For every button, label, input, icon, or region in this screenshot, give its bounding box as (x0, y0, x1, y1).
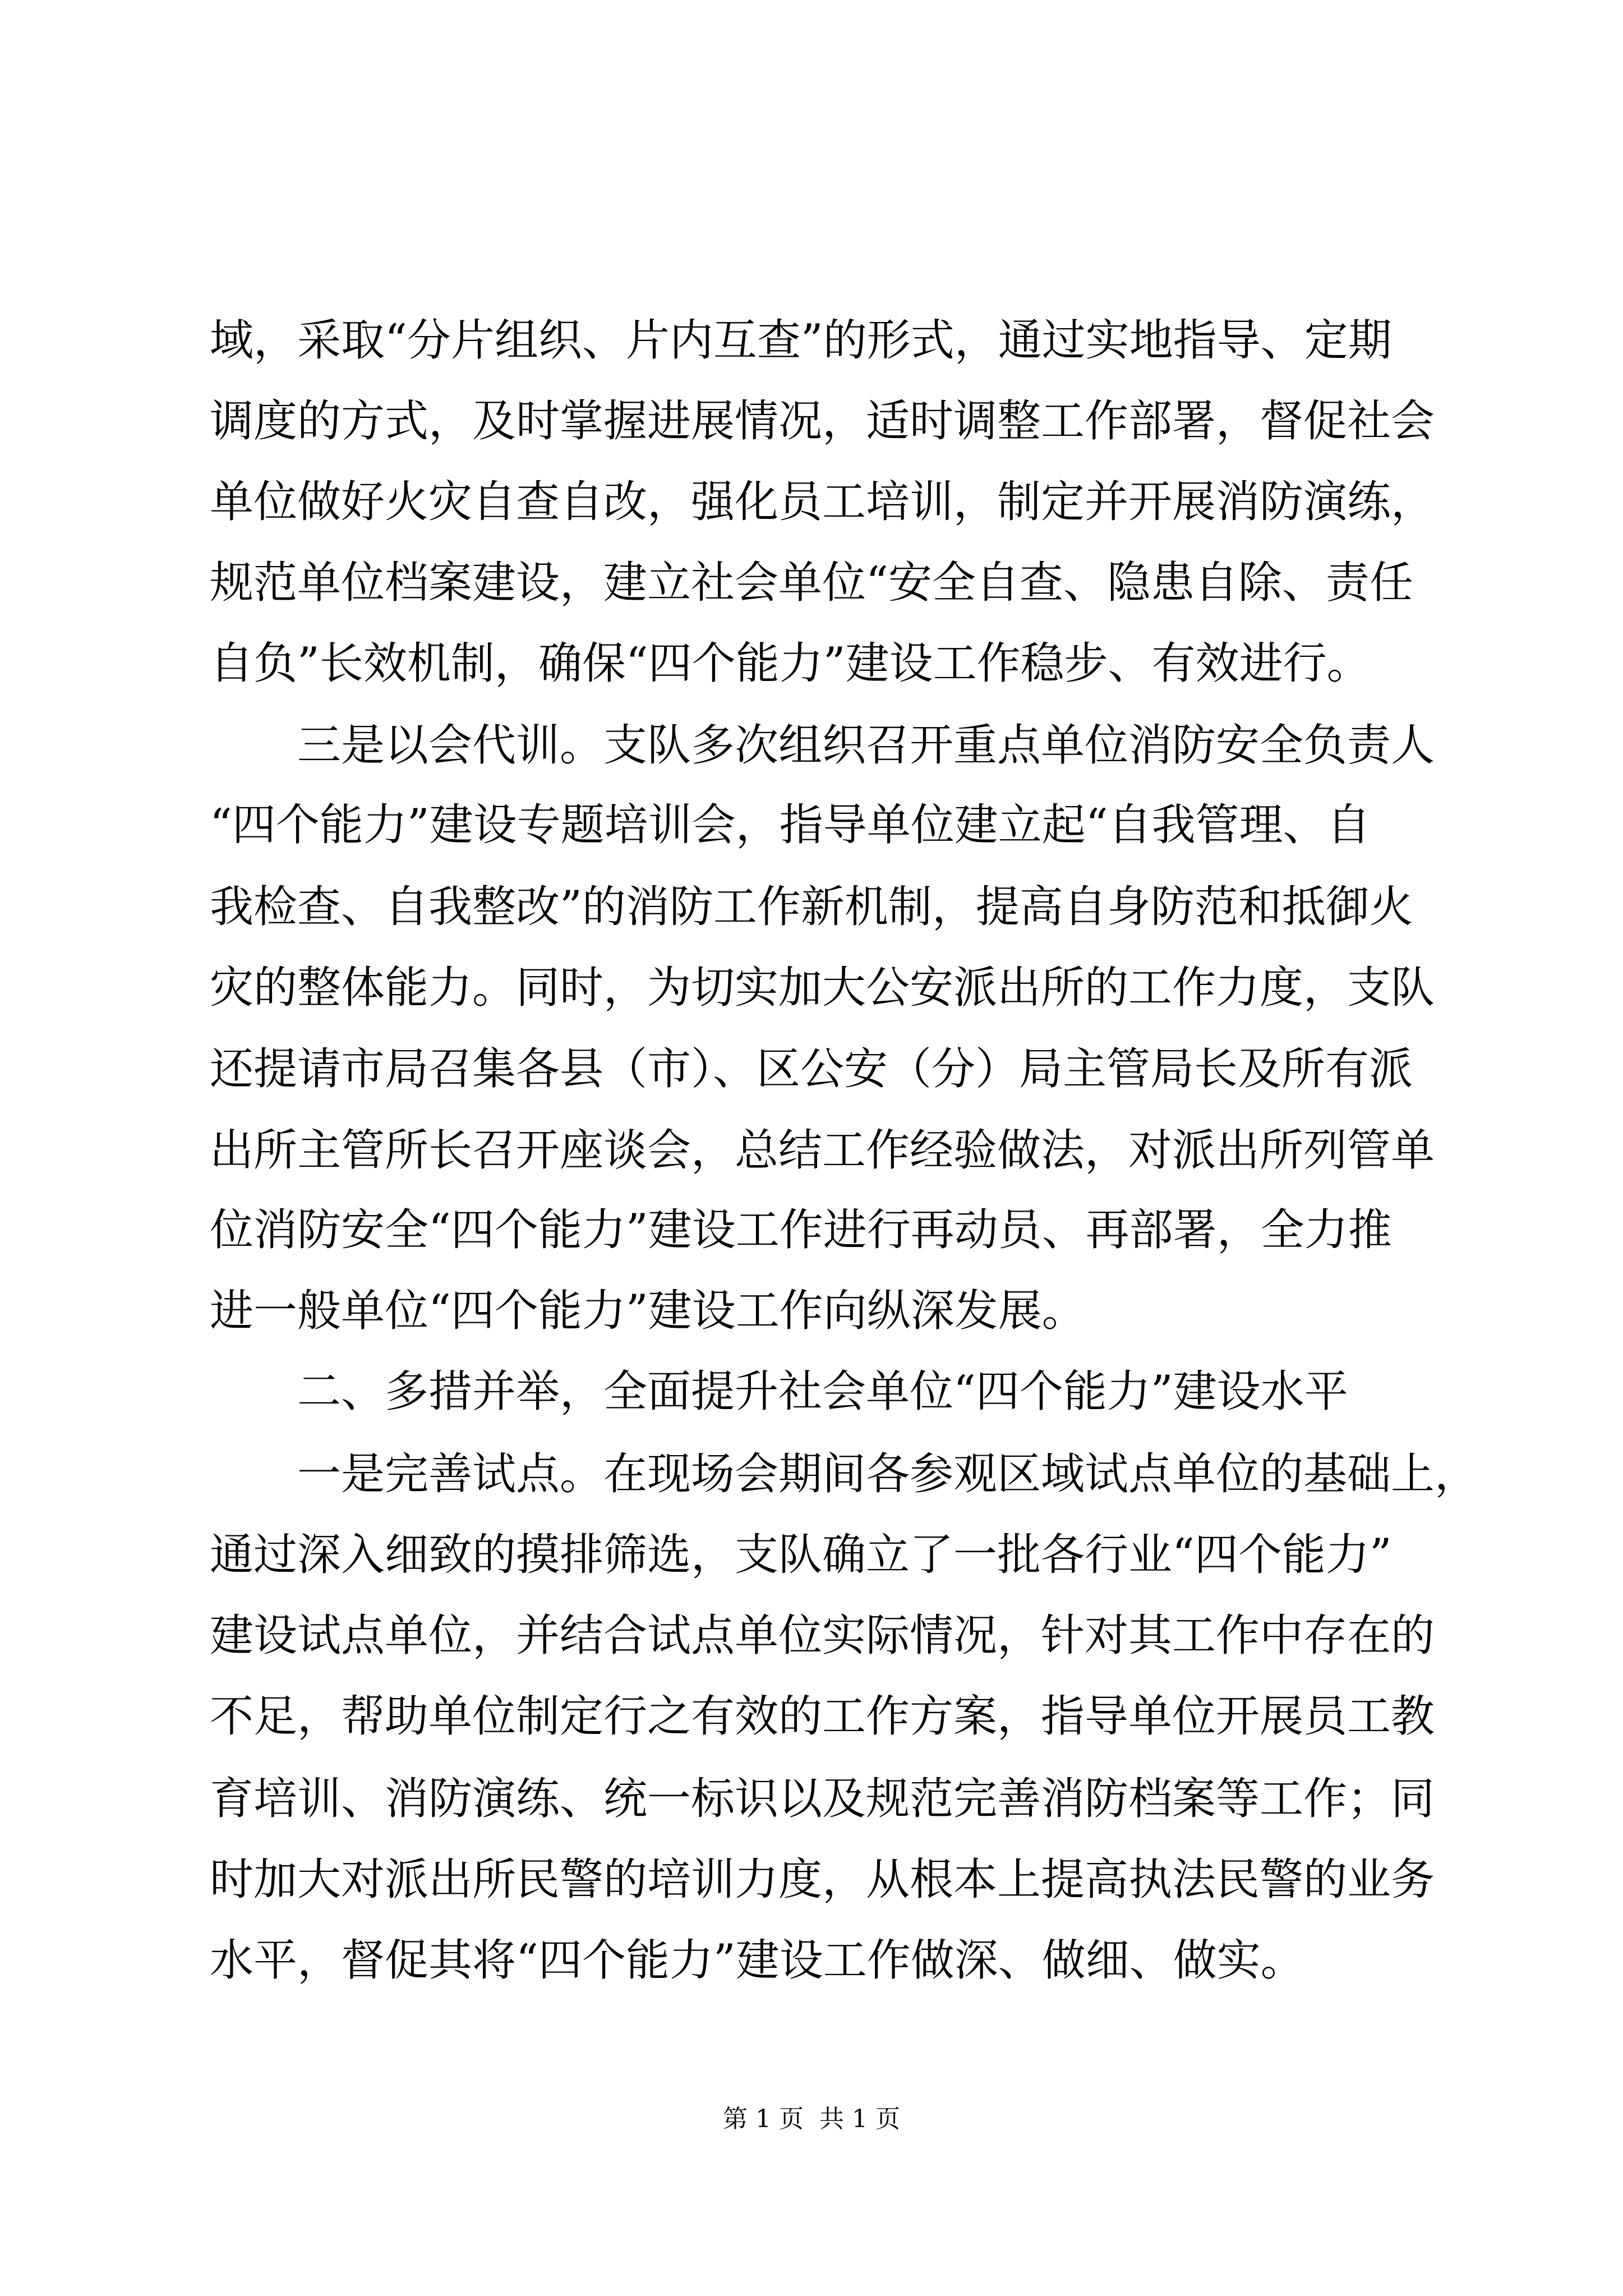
text-line: 水平，督促其将“四个能力”建设工作做深、做细、做实。 (210, 1935, 1304, 1986)
text-line: 育培训、消防演练、统一标识以及规范完善消防档案等工作；同 (210, 1774, 1435, 1824)
text-line: 位消防安全“四个能力”建设工作进行再动员、再部署，全力推 (210, 1205, 1392, 1255)
text-line: 时加大对派出所民警的培训力度，从根本上提高执法民警的业务 (210, 1855, 1435, 1905)
text-line: 自负”长效机制，确保“四个能力”建设工作稳步、有效进行。 (210, 638, 1371, 689)
section-heading: 二、多措并举，全面提升社会单位“四个能力”建设水平 (297, 1366, 1348, 1417)
text-line: 不足，帮助单位制定行之有效的工作方案，指导单位开展员工教 (210, 1691, 1435, 1742)
text-line: 三是以会代训。支队多次组织召开重点单位消防安全负责人 (297, 720, 1435, 771)
page-number-footer: 第 1 页 共 1 页 (723, 2105, 900, 2133)
text-line: 一是完善试点。在现场会期间各参观区域试点单位的基础上， (297, 1449, 1479, 1499)
text-line: 规范单位档案建设，建立社会单位“安全自查、隐患自除、责任 (210, 558, 1413, 608)
text-line: 我检查、自我整改”的消防工作新机制，提高自身防范和抵御火 (210, 882, 1413, 932)
text-line: 灾的整体能力。同时，为切实加大公安派出所的工作力度，支队 (210, 963, 1435, 1013)
text-line: 通过深入细致的摸排筛选，支队确立了一批各行业“四个能力” (210, 1530, 1392, 1580)
text-line: 进一般单位“四个能力”建设工作向纵深发展。 (210, 1286, 1086, 1336)
text-line: “四个能力”建设专题培训会，指导单位建立起“自我管理、自 (210, 800, 1371, 850)
text-line: 建设试点单位，并结合试点单位实际情况，针对其工作中存在的 (210, 1611, 1435, 1661)
text-line: 域，采取“分片组织、片内互查”的形式，通过实地指导、定期 (210, 315, 1392, 366)
text-line: 出所主管所长召开座谈会，总结工作经验做法，对派出所列管单 (210, 1125, 1435, 1176)
text-line: 还提请市局召集各县（市）、区公安（分）局主管局长及所有派 (210, 1044, 1413, 1094)
text-line: 单位做好火灾自查自改，强化员工培训，制定并开展消防演练， (210, 477, 1435, 527)
text-line: 调度的方式，及时掌握进展情况，适时调整工作部署，督促社会 (210, 396, 1435, 447)
